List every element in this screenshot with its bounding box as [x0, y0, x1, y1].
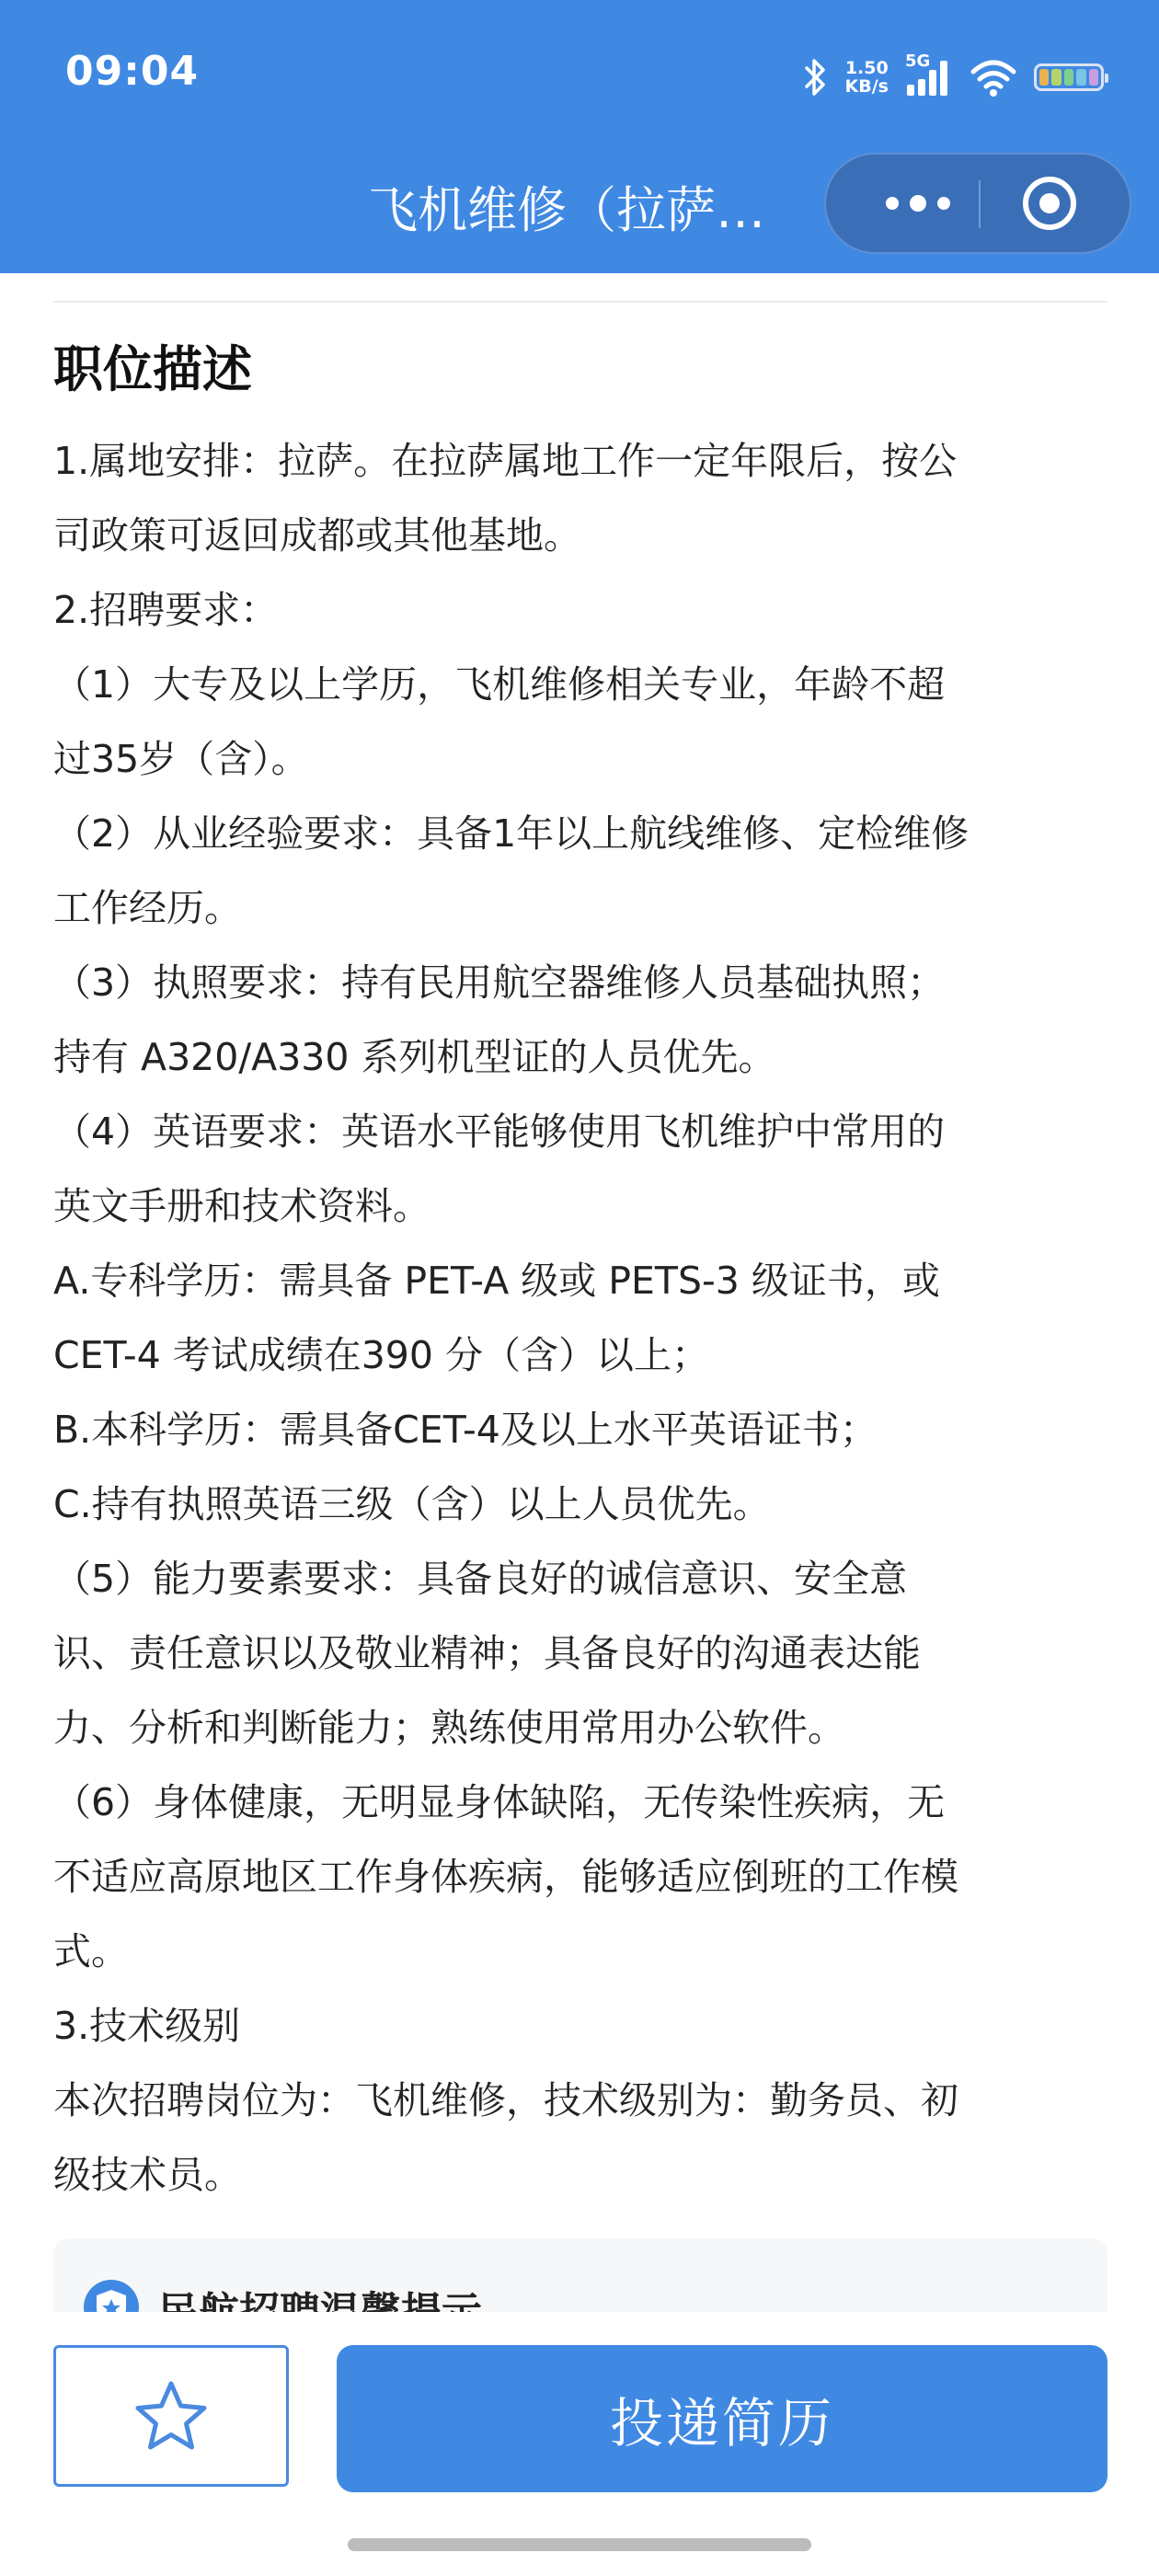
network-speed: [845, 59, 889, 96]
app-header: [0, 0, 1159, 273]
status-time: 09:04: [65, 48, 200, 95]
close-mini-program-button[interactable]: [1019, 173, 1080, 234]
more-dot-icon: [910, 195, 926, 212]
star-icon: [132, 2378, 211, 2454]
bottom-action-bar: [0, 2312, 1159, 2576]
job-detail-content: [53, 273, 1107, 2312]
target-close-icon: [1019, 173, 1080, 234]
submit-resume-button[interactable]: 投递简历: [337, 2345, 1107, 2492]
job-description-text: 1.属地安排：拉萨。在拉萨属地工作一定年限后，按公 司政策可返回成都或其他基地。 2.招聘要求： （1）大专及以上学历，飞机维修相关专业，年龄不超 过35岁（含）。 （2）从业经验要求：具备1年以上航线维修、定检维修 工作经历。 （3）执照要求：持有民用航空器维修人员基础执照； 持有 A320/A330 系列机型证的人员优先。 （4）英语要求：英语水平能够使用飞机维护中常用的 英文手册和技术资料。 A.专科学历：需具备 PET-A 级或 PETS-3 级证书，或 CET-4 考试成绩在390 分（含）以上； B.本科学历：需具备CET-4及以上水平英语证书； C.持有执照英语三级（含）以上人员优先。 （5）能力要素要求：具备良好的诚信意识、安全意 识、责任意识以及敬业精神；具备良好的沟通表达能 力、分析和判断能力；熟练使用常用办公软件。 （6）身体健康，无明显身体缺陷，无传染性疾病，无 不适应高原地区工作身体疾病，能够适应倒班的工作模 式。 3.技术级别 本次招聘岗位为：飞机维修，技术级别为：勤务员、初 级技术员。: [53, 439, 970, 2197]
more-dot-icon: [937, 197, 950, 210]
signal-icon: [905, 52, 953, 98]
favorite-button[interactable]: [53, 2345, 289, 2487]
home-indicator[interactable]: [348, 2538, 811, 2551]
more-dot-icon: [886, 197, 899, 210]
battery-icon: [1034, 63, 1104, 91]
network-type: 5G: [905, 52, 931, 71]
section-title: 职位描述: [53, 340, 252, 398]
status-icons: [801, 53, 1104, 101]
mini-program-capsule: [824, 153, 1131, 254]
bluetooth-icon: [801, 57, 829, 98]
more-menu-button[interactable]: [854, 155, 982, 252]
network-speed-value: 1.50: [844, 58, 889, 78]
capsule-divider: [979, 180, 981, 228]
network-speed-unit: KB/s: [844, 76, 889, 97]
page-title: 飞机维修（拉萨…: [368, 181, 765, 239]
section-divider: [53, 301, 1107, 303]
wifi-icon: [970, 57, 1017, 98]
